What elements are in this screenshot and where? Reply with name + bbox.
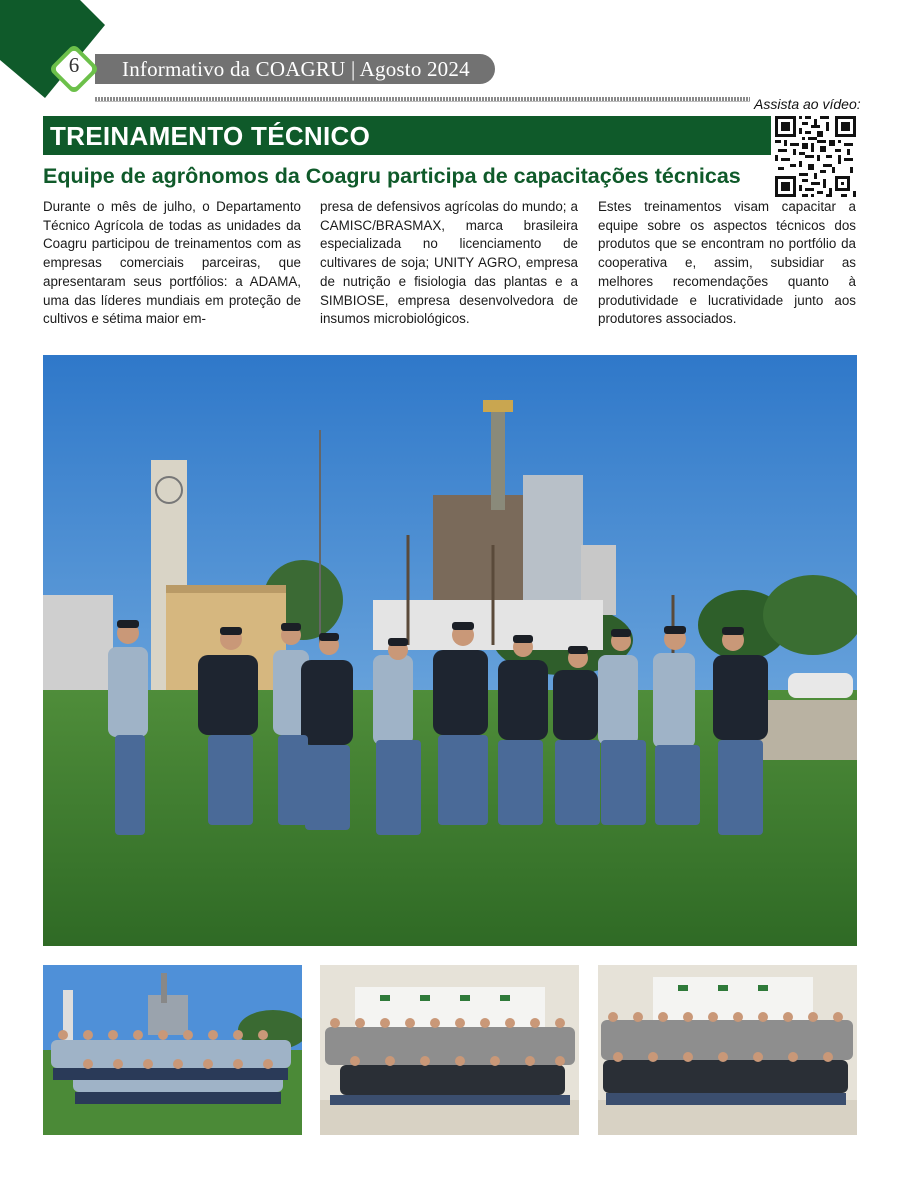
qr-code-icon[interactable] (775, 116, 856, 197)
section-title: TREINAMENTO TÉCNICO (50, 121, 371, 151)
main-group-photo (43, 355, 857, 946)
video-label: Assista ao vídeo: (754, 96, 861, 112)
article-column-2: presa de defensivos agrícolas do mundo; a CAMISC/BRASMAX, marca brasileira especializada no licenciamento de cultivares de soja; UNITY AGRO, empresa de nutrição e fisiologia das plantas e a SIMBIOSE, empresa desenvolvedora de insumos microbiológicos. (320, 199, 578, 327)
publication-title: Informativo da COAGRU | Agosto 2024 (122, 57, 470, 81)
group-photo-indoor-2 (598, 965, 857, 1135)
header-rule-line (95, 101, 750, 102)
page-number: 6 (68, 53, 80, 77)
group-photo-outdoor (43, 965, 302, 1135)
article-column-1: Durante o mês de julho, o Departamento Técnico Agrícola de todas as unidades da Coagru participou de treinamentos com as empresas comerciais parceiras, que apresentaram seus portfólios: a ADAMA, uma das líderes mundiais em proteção de cultivos e sétima maior em- (43, 199, 301, 327)
article-headline: Equipe de agrônomos da Coagru participa de capacitações técnicas (43, 164, 741, 188)
article-column-3: Estes treinamentos visam capacitar a equipe sobre os aspectos técnicos dos produtos que se encontram no portfólio da cooperativa e, assim, subsidiar as melhores recomendações quanto à produtividade e lucratividade junto aos produtores associados. (598, 199, 856, 327)
group-photo-indoor-1 (320, 965, 579, 1135)
